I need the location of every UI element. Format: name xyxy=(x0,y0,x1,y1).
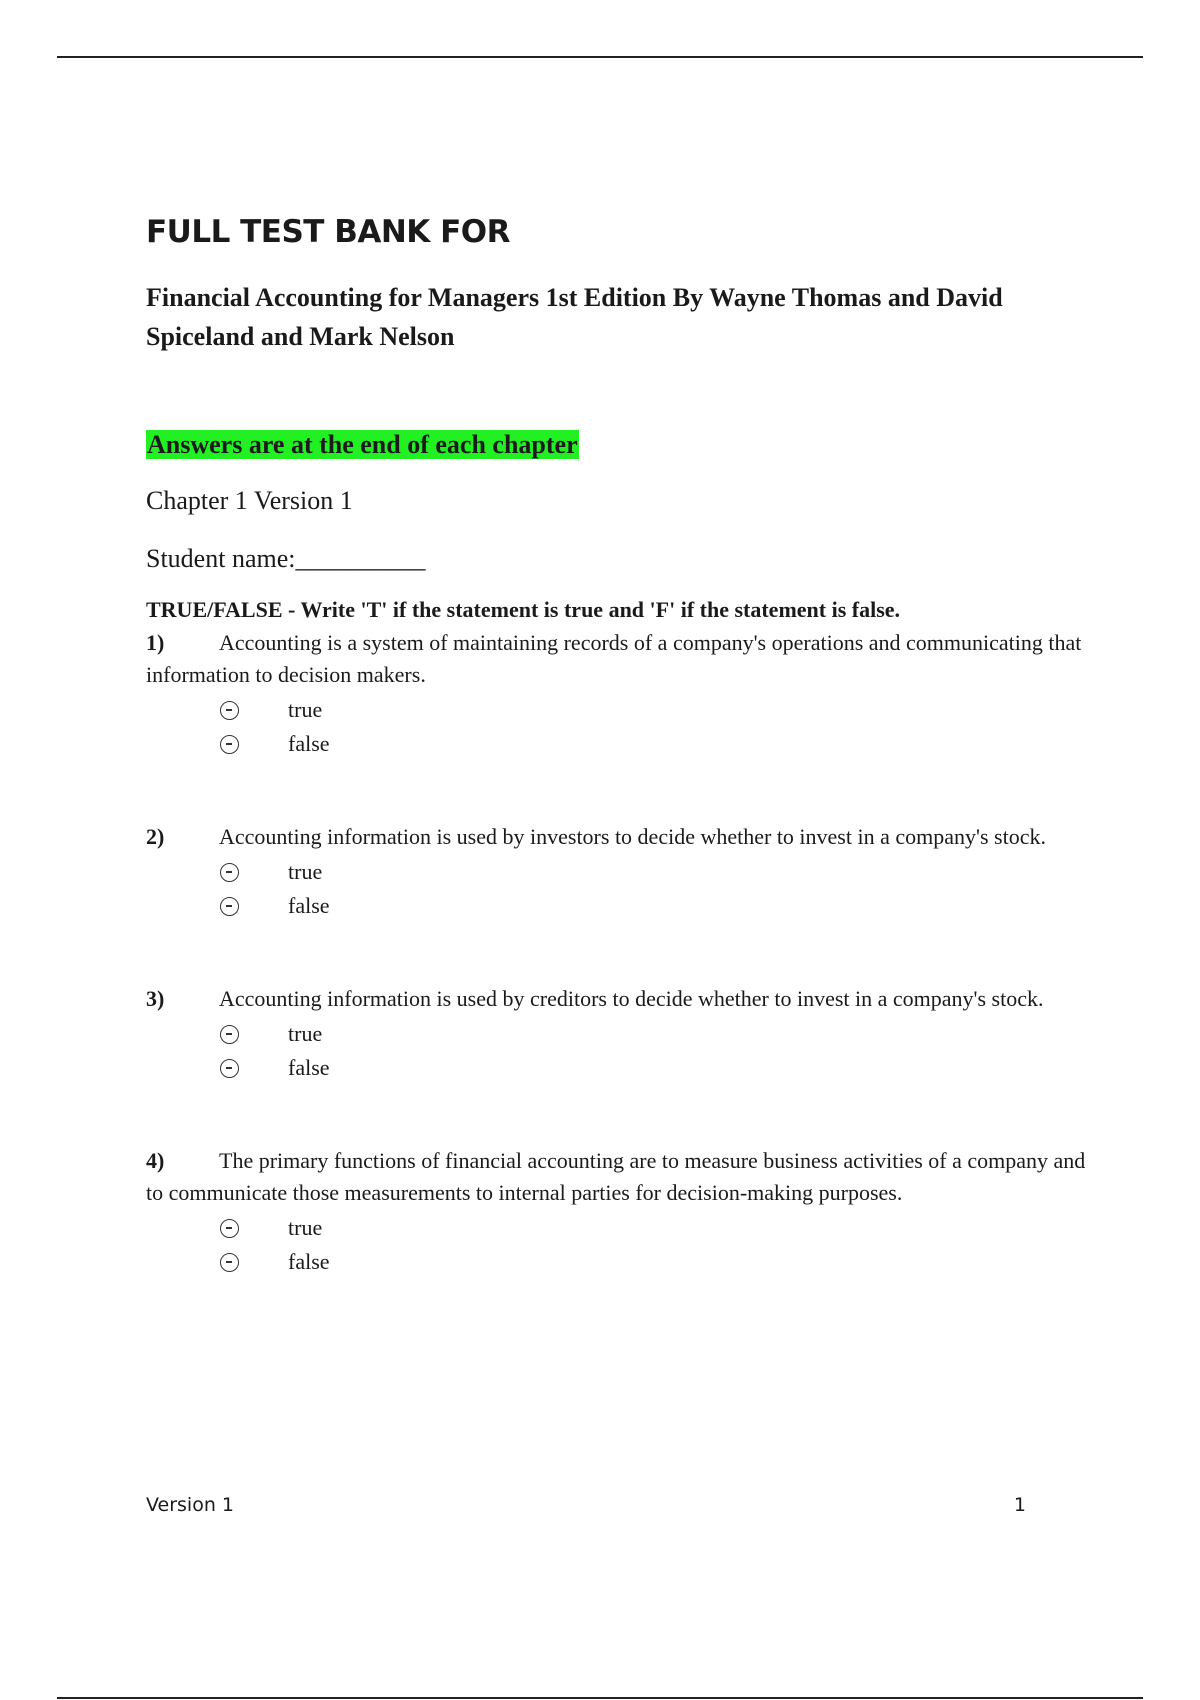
radio-icon[interactable] xyxy=(220,1025,239,1044)
option-label: false xyxy=(288,893,330,918)
footer-version: Version 1 xyxy=(146,1494,234,1516)
page-footer xyxy=(146,1494,1026,1516)
question-text: Accounting information is used by investors to decide whether to invest in a company's stock. xyxy=(219,824,1046,849)
question-stem xyxy=(146,1145,1106,1209)
radio-icon[interactable] xyxy=(220,897,239,916)
question-stem xyxy=(146,821,1106,853)
question-text: Accounting information is used by creditors to decide whether to invest in a company's stock. xyxy=(219,986,1044,1011)
option-true[interactable] xyxy=(219,1017,1106,1051)
radio-icon[interactable] xyxy=(220,735,239,754)
option-label: false xyxy=(288,1249,330,1274)
option-label: false xyxy=(288,1055,330,1080)
answer-options xyxy=(219,1017,1106,1085)
top-rule xyxy=(57,56,1143,58)
question-text: Accounting is a system of maintaining records of a company's operations and communicating that information to decision makers. xyxy=(146,630,1082,687)
option-label: true xyxy=(288,1215,323,1240)
question-3 xyxy=(146,983,1106,1085)
question-number: 3) xyxy=(146,986,165,1011)
option-label: true xyxy=(288,1021,323,1046)
document-body xyxy=(146,210,1106,1279)
answer-options xyxy=(219,855,1106,923)
question-2 xyxy=(146,821,1106,923)
document-title: FULL TEST BANK FOR xyxy=(146,214,511,250)
question-1 xyxy=(146,627,1106,761)
document-subtitle: Financial Accounting for Managers 1st Edition By Wayne Thomas and David Spiceland and Mark Nelson xyxy=(146,283,1003,351)
section-instructions: TRUE/FALSE - Write 'T' if the statement is true and 'F' if the statement is false. xyxy=(146,597,901,622)
radio-icon[interactable] xyxy=(220,1253,239,1272)
radio-icon[interactable] xyxy=(220,863,239,882)
question-number: 2) xyxy=(146,824,165,849)
student-name-field: Student name:__________ xyxy=(146,544,426,573)
chapter-label: Chapter 1 Version 1 xyxy=(146,486,353,515)
option-false[interactable] xyxy=(219,1051,1106,1085)
option-false[interactable] xyxy=(219,727,1106,761)
option-label: true xyxy=(288,859,323,884)
bottom-rule xyxy=(57,1697,1143,1699)
answers-notice xyxy=(146,427,1106,463)
option-true[interactable] xyxy=(219,1211,1106,1245)
question-text: The primary functions of financial accounting are to measure business activities of a company and to communicate those measurements to internal parties for decision-making purposes. xyxy=(146,1148,1086,1205)
radio-icon[interactable] xyxy=(220,701,239,720)
answer-options xyxy=(219,693,1106,761)
question-number: 1) xyxy=(146,630,165,655)
question-number: 4) xyxy=(146,1148,165,1173)
option-true[interactable] xyxy=(219,855,1106,889)
option-label: true xyxy=(288,697,323,722)
question-stem xyxy=(146,627,1106,691)
answer-options xyxy=(219,1211,1106,1279)
page-number: 1 xyxy=(1013,1494,1026,1516)
option-label: false xyxy=(288,731,330,756)
question-stem xyxy=(146,983,1106,1015)
answers-notice-text: Answers are at the end of each chapter xyxy=(147,430,578,459)
radio-icon[interactable] xyxy=(220,1219,239,1238)
option-true[interactable] xyxy=(219,693,1106,727)
question-4 xyxy=(146,1145,1106,1279)
option-false[interactable] xyxy=(219,889,1106,923)
radio-icon[interactable] xyxy=(220,1059,239,1078)
option-false[interactable] xyxy=(219,1245,1106,1279)
